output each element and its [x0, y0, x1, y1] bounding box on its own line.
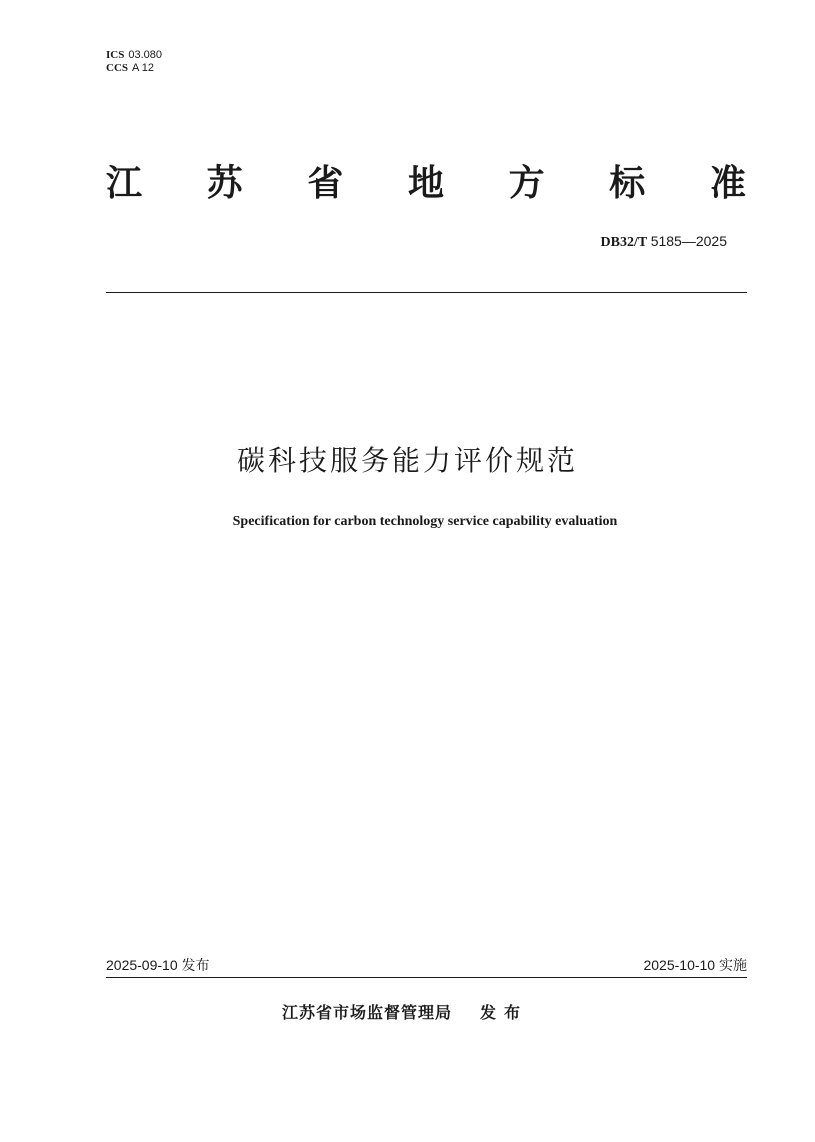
bottom-divider	[106, 977, 747, 978]
ics-row	[106, 49, 162, 62]
standard-number-value: 5185—2025	[650, 233, 727, 249]
standard-type-char: 方	[508, 163, 545, 204]
standard-type-title	[106, 160, 746, 208]
top-divider	[106, 292, 747, 293]
ccs-row	[106, 62, 162, 75]
standard-type-char: 标	[609, 163, 646, 204]
ics-label: ICS	[106, 49, 125, 61]
ccs-value: A 12	[132, 62, 155, 74]
standard-type-char: 地	[407, 163, 444, 204]
standard-type-char: 苏	[206, 163, 243, 204]
issuing-authority	[282, 1002, 528, 1024]
classification-codes	[106, 49, 162, 75]
standard-type-char: 省	[307, 163, 344, 204]
standard-type-char: 江	[106, 163, 143, 204]
issuer-action: 发布	[480, 1003, 529, 1022]
issuer-name: 江苏省市场监督管理局	[282, 1003, 453, 1022]
standard-type-char: 准	[709, 163, 746, 204]
ics-value: 03.080	[128, 49, 162, 61]
issue-date: 2025-09-10 发布	[106, 957, 210, 973]
document-title-chinese: 碳科技服务能力评价规范	[236, 444, 578, 477]
standard-number-prefix: DB32/T	[600, 235, 648, 250]
implementation-date: 2025-10-10 实施	[643, 957, 747, 973]
ccs-label: CCS	[106, 62, 129, 74]
document-title-english: Specification for carbon technology service capability evaluation	[232, 514, 618, 529]
standard-number	[601, 232, 727, 252]
